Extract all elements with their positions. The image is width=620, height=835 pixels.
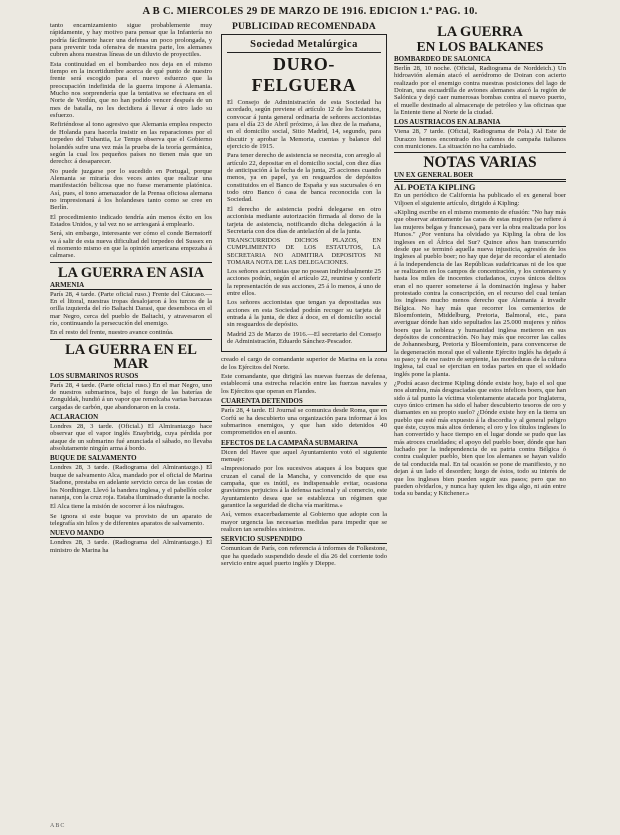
- headline-mar: LA GUERRA EN EL MAR: [65, 341, 197, 372]
- article-text: Este comandante, que dirigirá las nuevas fuerzas de defensa, establecerá una estrecha relación entre las fuerzas navales y los Ejércitos que operan en Flandes.: [221, 373, 387, 395]
- article-text: creado el cargo de comandante superior de Marina en la zona de los Ejércitos del Norte.: [221, 356, 387, 371]
- subheading: UN EX GENERAL BOER: [394, 171, 566, 180]
- headline-notas: NOTAS VARIAS: [423, 154, 537, 172]
- article-text: Dicen del Havre que aquel Ayuntamiento votó el siguiente mensaje:: [221, 448, 387, 463]
- subheading: NUEVO MANDO: [50, 529, 212, 538]
- article-text: Refiriéndose al tono agresivo que Alemania emplea respecto de Holanda para hacerla insistir en las reparaciones por el torpedeo del Tubantia, Le Temps observa que el Gobierno holandés sufre una vez más la prueba de la teoría germánica, según la cual los pequeños países no tienen más que un derecho: á desaparecer.: [50, 121, 212, 166]
- article-text: Londres 28, 3 tarde. (Radiograma del Almirantazgo.) El ministro de Marina ha: [50, 539, 212, 554]
- advert-box: [221, 34, 387, 352]
- advert-text: Los señores accionistas que tengan ya depositadas sus acciones en esta Sociedad podrán recoger su tarjeta de entrada á la junta, de diez á doce, en el domicilio social sin resguardos de depósito.: [227, 299, 381, 329]
- article-text: Será, sin embargo, interesante ver cómo el conde Bernstorff va á salir de esta nueva dificultad del torpedeo del Sussex en el momento mismo en que la opinión americana empezaba á calmarse.: [50, 230, 212, 260]
- advert-text: Los señores accionistas que no posean individualmente 25 acciones podrán, según el artículo 22, reunirse y conferir la representación de sus acciones, 25 á lo menos, á uno de entre ellos.: [227, 268, 382, 298]
- subheading: LOS AUSTRIACOS EN ALBANIA: [394, 118, 566, 127]
- subheading: LOS SUBMARINOS RUSOS: [50, 372, 212, 381]
- article-text: Esta continuidad en el bombardeo nos deja en el mismo tiempo en la incertidumbre acerca de qué punto de nuestro frente será escogido para el nuevo esfuerzo que la preocupación indefinida de la guerra impone á Alemania. Mucho nos sorprendería que la tentativa se efectuara en el Norte de Verdún, que no han podido vencer después de un mes de batalla, no les decidiera á llevar á otro lado su esfuerzo.: [50, 60, 212, 120]
- article-text: En el resto del frente, nuestro avance continúa.: [50, 329, 174, 337]
- divider: [50, 262, 212, 263]
- article-text: tanto encarnizamiento sigue probablemente muy rápidamente, y hay motivo para pensar que la Infantería no podría fácilmente hacer una defensa un poco prolongada, y para prevenir toda ofensiva de nuestra parte, los alemanes cubren ahora nuestras líneas de un diluvio de proyectiles.: [50, 22, 212, 59]
- article-text: No puede juzgarse por lo sucedido en Portugal, porque Alemania se miraría dos veces antes que realizar una manifestación bélicosa que no fuese meramente platónica. Así, pues, el tono amenazador de la Prensa oficiosa alemana no impresionará á los holandeses tanto como se cree en Berlín.: [50, 167, 212, 212]
- advert-brand: DURO-FELGUERA: [251, 54, 357, 95]
- advert-text: Para tener derecho de asistencia se necesita, con arreglo al artículo 22, depositar en el domicilio social, con diez días de anticipación á la fecha de la junta, 25 acciones cuando menos, ya en papel, ya en resguardos de depósitos constituidos en el Banco de España y sus sucursales ó en todo otro Banco ó casa de banca reconocida con la Sociedad.: [227, 152, 381, 204]
- article-text: En un periódico de California ha publicado el ex general boer Viljoen el siguiente artículo, dirigido á Kipling:: [394, 192, 566, 207]
- article-text: Berlín 28, 10 noche. (Oficial, Radiograma de Norddeich.) Un hidroavión alemán atacó el aeródromo de Doiran con acierto realizado por el enemigo contra nuestras posiciones del lago de Doiran, una escuadrilla de aviones alemanes atacó la región de Salónica y dejó caer numerosas bombas contra el nuevo puerto, el muelle destinado al almacenaje de petróleo y las oficinas que la Entente tiene al Norte de la ciudad.: [394, 65, 566, 117]
- advert-text: El derecho de asistencia podrá delegarse en otro accionista mediante autorización firmada al dorso de la tarjeta de asistencia, notificando dicha delegación á la Secretaría con dos días de antelación al de la junta.: [227, 205, 381, 235]
- article-text: Comunican de París, con referencia á informes de Folkestone, que ha quedado suspendido desde el día 26 del corriente todo servicio entre aquel puerto inglés y Dieppe.: [221, 545, 387, 567]
- subheading-poeta: AL POETA KIPLING: [394, 181, 566, 192]
- column-3: [394, 22, 566, 500]
- column-2: [221, 22, 387, 569]
- advert-signature: Madrid 23 de Marzo de 1916.—El secretario del Consejo de Administración, Eduardo Sánchez-Pescador.: [227, 330, 381, 346]
- divider: [50, 339, 212, 340]
- article-text: ¿Podrá acaso decirme Kipling dónde existe hoy, bajo el sol que nos alumbra, más desgraciadas que estos infelices boers, que han sido á tal punto la víctima violentamente atacada por Inglaterra, cuyo único crimen ha sido el haber descubierto tesoros de oro y diamantes en su propio suelo? ¿Dónde existe hoy en la tierra un pueblo que esté más expuesto á la discordia y al general peligro que éste, cuyos más altos órdenes; el oro y los títulos ingleses lo han convertido y hace tiempo en el lugar donde se pudo que las más atroces crueldades; el apoyo del pueblo boer, dónde que han luchado por la independencia de su patria contra Bélgica ó contra cualquier pueblo, bien que los alemanes se hayan valido de tal conducida mal. En tal ocasión se pone de manifiesto, y no dejan á un lado el desorden; luego de éstos, todo su interés de que los ingleses bien pueden seguir sus pasos; pero que no pueden olvidarlos, y nunca hay quien les diga algo, ni aún entre toda su banda; y Kitchener.»: [394, 380, 566, 498]
- headline-balkan-1: LA GUERRA: [437, 24, 523, 40]
- advert-company: Sociedad Metalúrgica: [227, 39, 381, 53]
- advert-section-title: PUBLICIDAD RECOMENDADA: [231, 22, 376, 32]
- divider: [394, 152, 566, 153]
- subheading: BOMBARDEO DE SALONICA: [394, 55, 566, 64]
- column-1: [50, 22, 212, 556]
- article-text: «Kipling escribe en el mismo momento de efusión: "No hay más que observar atentamente las caras de estas mujeres (se refiere á las mujeres belgas y francesas), para ver la obra realizada por los Hunos." ¿Por ventura ha olvidado ya Kipling la obra de los ingleses en el África del Sur? Quince años han transcurrido desde que se terminó aquella nueva injusticia, agresión de los ingleses al pueblo boer; no hay que dejar de recordar el atentado á la independencia de las Repúblicas sudafricanas ni de los que se realizaron en los campos de concentración, y los centenares y hasta los miles de inocentes ciudadanos, cuyos únicos delitos eran el no querer someterse á la dominación inglesa y haber protestado contra la conscripción, en el recurso del cual tenían los ingleses mucho menos derecho que Alemania á invadir Bélgica. No hay más que recorrer los cementerios de Bloemfontein, Middelburg, Pretoria, Balmoral, etc., para averiguar dónde han sido sepultados las 25.000 mujeres y niños boers que la nobleza y humanidad inglesa metieron en sus depósitos de concentración. No hay más que recorrer las calles de Johannesburg, Pretoria y Bloemfontein, para convencerse de la degeneración moral que el valiente Ejército inglés ha dejado á su paso; y de ese rastro de serpiente, las mordeduras de la cultura inglesa, tal cual se ejercitan en todas partes en que el soldado inglés pone la planta.: [394, 209, 566, 378]
- article-text: París 28, 4 tarde. (Parte oficial ruso.) Frente del Cáucaso.—En el litoral, nuestras tropas desalojaron á los turcos de la orilla izquierda del río Baltachi Darasi, que desemboca en el mar Negro, cerca del pueblo de Baltachi, y atravesaron el río, continuando la persecución del enemigo.: [50, 290, 212, 328]
- article-text: París 28, 4 tarde. El Journal se comunica desde Roma, que en Corfú se ha descubierto una organización para informar á los submarinos enemigos, y que han sido detenidos 40 comprometidos en el asunto.: [221, 407, 387, 437]
- subheading: SERVICIO SUSPENDIDO: [221, 535, 387, 544]
- article-text: Londres 28, 3 tarde. (Oficial.) El Almirantazgo hace observar que el vapor inglés Enaybridg, cuya pérdida por ataque de un submarino fué anunciada el sábado, no llevaba absolutamente ningún arma á bordo.: [50, 423, 212, 453]
- article-text: El Alca tiene la misión de socorrer á los náufragos.: [50, 503, 185, 511]
- article-text: «Impresionado por los sucesivos ataques á los buques que cruzan el canal de la Mancha, y convencido de que esa campaña, que es inútil, es indispensable evitar, ocasiona gravísimos perjuicios á la defensa nacional y al comercio, este Ayuntamiento desea que se establezca un régimen que garantice la seguridad de dicha vía marítima.»: [221, 465, 387, 509]
- subheading: ACLARACION: [50, 413, 212, 422]
- subheading: ARMENIA: [50, 281, 212, 290]
- article-text: Así, vemos exacerbadamente al Gobierno que adopte con la mayor urgencia las necesarias medidas para impedir que se realicen tan sensibles siniestros.: [221, 511, 387, 533]
- subheading: BUQUE DE SALVAMENTO: [50, 454, 212, 463]
- headline-asia: LA GUERRA EN ASIA: [57, 264, 205, 281]
- article-text: Londres 28, 3 tarde. (Radiograma del Almirantazgo.) El buque de salvamento Alca, mandado por el oficial de Marina Stadone, prestaba en adelante servicio cerca de las costas de los Nordhinger. Llevó la bandera inglesa, y el pabellón color naranja, con la cruz roja. Estaba iluminado durante la noche.: [50, 464, 212, 501]
- subheading: EFECTOS DE LA CAMPAÑA SUBMARINA: [221, 439, 387, 448]
- advert-text: El Consejo de Administración de esta Sociedad ha acordado, según previene el artículo 12 de los Estatutos, convocar á junta general ordinaria de señores accionistas para el día 23 de Abril próximo, á las diez de la mañana, en el domicilio social, Sitio Madrid, 14, segundo, para discutir y aprobar la Memoria, cuentas y balance del ejercicio de 1915.: [227, 99, 381, 151]
- headline-balkan-2: EN LOS BALKANES: [416, 39, 544, 54]
- subheading: CUARENTA DETENIDOS: [221, 397, 387, 406]
- footer-mark: ABC: [50, 823, 66, 829]
- page-header: A B C. MIERCOLES 29 DE MARZO DE 1916. EDICION 1.ª PAG. 10.: [142, 6, 478, 17]
- article-text: Se ignora si este buque va provisto de un aparato de telegrafía sin hilos y de diferentes aparatos de salvamento.: [50, 512, 212, 527]
- advert-notice: TRANSCURRIDOS DICHOS PLAZOS, EN CUMPLIMIENTO DE LOS ESTATUTOS, LA SECRETARIA NO ADMITIRA DEPOSITOS NI TOMARA NOTA DE LAS DELEGACIONES.: [227, 237, 381, 266]
- article-text: El procedimiento indicado tendría aún menos éxito en los Estados Unidos, y tal vez no se arriesgará á emplearlo.: [50, 213, 212, 228]
- article-text: París 28, 4 tarde. (Parte oficial ruso.) En el mar Negro, uno de nuestros submarinos, bajo el fuego de las baterías de Zonguldak, hundió á un vapor que remolcaba varias barcazas cargadas de carbón, que abandonaron en la costa.: [50, 381, 212, 411]
- article-text: Viena 28, 7 tarde. (Oficial, Radiograma de Pola.) Al Este de Durazzo hemos encontrado dos cañones de campaña italianos con municiones. La situación no ha cambiado.: [394, 128, 566, 151]
